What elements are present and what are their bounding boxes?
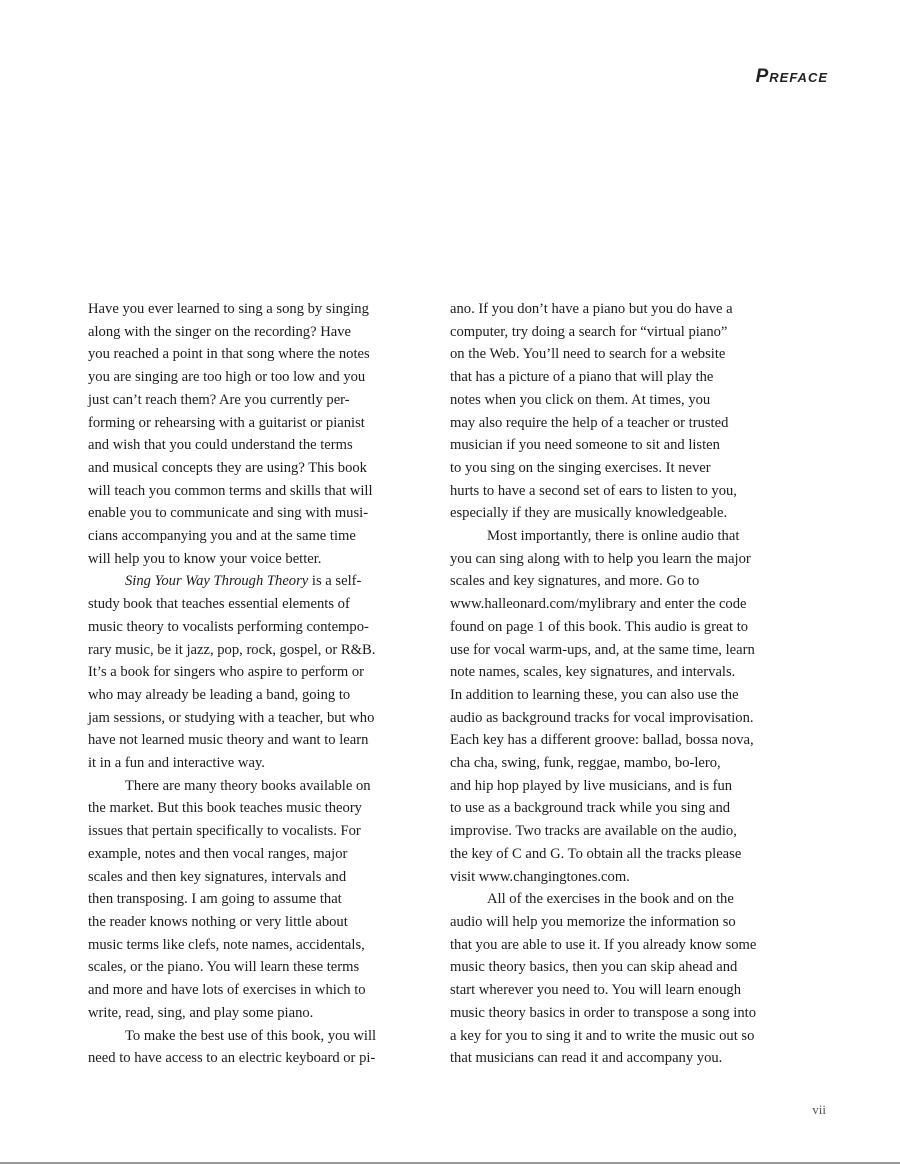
text-line: you can sing along with to help you learn the major (450, 550, 751, 567)
text-line-with-title (88, 570, 433, 593)
text-line: musician if you need someone to sit and listen (450, 437, 720, 454)
text-line-rest: is a self- (308, 573, 362, 590)
text-line: will help you to know your voice better. (88, 550, 322, 567)
text-line: use for vocal warm-ups, and, at the same time, learn (450, 641, 755, 658)
text-line: audio as background tracks for vocal improvisation. (450, 709, 754, 726)
text-line: enable you to communicate and sing with musi- (88, 505, 369, 522)
page-number: vii (812, 1102, 826, 1117)
text-line: study book that teaches essential elements of (88, 596, 350, 613)
text-line: and wish that you could understand the terms (88, 437, 353, 454)
text-line: scales and key signatures, and more. Go to (450, 573, 700, 590)
text-line: music theory basics in order to transpose a song into (450, 1004, 757, 1021)
text-line: issues that pertain specifically to vocalists. For (88, 823, 361, 840)
text-line: visit www.changingtones.com. (450, 868, 630, 885)
text-line: write, read, sing, and play some piano. (88, 1004, 314, 1021)
text-line: music terms like clefs, note names, accidentals, (88, 936, 365, 953)
text-line: jam sessions, or studying with a teacher, but who (88, 709, 375, 726)
text-line: that has a picture of a piano that will play the (450, 369, 714, 386)
text-line: along with the singer on the recording? Have (88, 323, 352, 340)
text-line: it in a fun and interactive way. (88, 755, 265, 772)
text-line: www.halleonard.com/mylibrary and enter the code (450, 596, 747, 613)
text-line: In addition to learning these, you can also use the (450, 686, 739, 703)
text-line: especially if they are musically knowledgeable. (450, 505, 728, 522)
text-line: To make the best use of this book, you will (125, 1027, 377, 1044)
text-line: forming or rehearsing with a guitarist or pianist (88, 414, 365, 431)
text-line: example, notes and then vocal ranges, major (88, 845, 348, 862)
text-line: you reached a point in that song where the notes (88, 346, 370, 363)
text-line: the market. But this book teaches music theory (88, 800, 362, 817)
text-line: to use as a background track while you sing and (450, 800, 731, 817)
text-line: just can’t reach them? Are you currently per- (88, 391, 350, 408)
text-line: to you sing on the singing exercises. It never (450, 459, 711, 476)
text-line: scales, or the piano. You will learn these terms (88, 959, 360, 976)
text-line: note names, scales, key signatures, and intervals. (450, 664, 736, 681)
text-line: Have you ever learned to sing a song by singing (88, 301, 369, 317)
section-title: Preface (755, 66, 828, 87)
text-line: cha cha, swing, funk, reggae, mambo, bo-lero, (450, 755, 721, 772)
text-line: music theory to vocalists performing contempo- (88, 618, 369, 635)
right-text-column (450, 298, 812, 1070)
book-title: Sing Your Way Through Theory (125, 573, 309, 590)
text-line: have not learned music theory and want to learn (88, 732, 369, 749)
text-line: the reader knows nothing or very little about (88, 913, 348, 930)
text-line: that musicians can read it and accompany you. (450, 1050, 723, 1067)
text-line: notes when you click on them. At times, you (450, 391, 711, 408)
text-line: There are many theory books available on (125, 777, 371, 794)
text-line: a key for you to sing it and to write the music out so (450, 1027, 755, 1044)
text-line: and musical concepts they are using? This book (88, 459, 367, 476)
text-line: It’s a book for singers who aspire to perform or (88, 664, 364, 681)
text-line: All of the exercises in the book and on the (487, 891, 734, 908)
text-line: computer, try doing a search for “virtual piano” (450, 323, 728, 340)
text-line: that you are able to use it. If you already know some (450, 936, 757, 953)
text-line: Most importantly, there is online audio that (487, 528, 740, 545)
text-line: then transposing. I am going to assume that (88, 891, 342, 908)
text-line: cians accompanying you and at the same time (88, 528, 356, 545)
text-line: on the Web. You’ll need to search for a website (450, 346, 726, 363)
text-line: start wherever you need to. You will learn enough (450, 982, 741, 999)
text-line: audio will help you memorize the information so (450, 913, 736, 930)
text-line: improvise. Two tracks are available on the audio, (450, 823, 737, 840)
text-line: rary music, be it jazz, pop, rock, gospel, or R&B. (88, 641, 376, 658)
text-line: and more and have lots of exercises in which to (88, 982, 366, 999)
text-line: the key of C and G. To obtain all the tracks please (450, 845, 742, 862)
text-line: ano. If you don’t have a piano but you do have a (450, 301, 733, 317)
text-line: hurts to have a second set of ears to listen to you, (450, 482, 737, 499)
left-text-column (88, 298, 433, 1070)
text-line: scales and then key signatures, intervals and (88, 868, 347, 885)
text-line: Each key has a different groove: ballad, bossa nova, (450, 732, 754, 749)
text-line: need to have access to an electric keyboard or pi- (88, 1050, 376, 1067)
text-line: music theory basics, then you can skip ahead and (450, 959, 738, 976)
text-line: and hip hop played by live musicians, and is fun (450, 777, 733, 794)
text-line: found on page 1 of this book. This audio is great to (450, 618, 749, 635)
text-line: will teach you common terms and skills that will (88, 482, 373, 499)
text-line: who may already be leading a band, going to (88, 686, 351, 703)
text-line: may also require the help of a teacher or trusted (450, 414, 729, 431)
text-line: you are singing are too high or too low and you (88, 369, 366, 386)
